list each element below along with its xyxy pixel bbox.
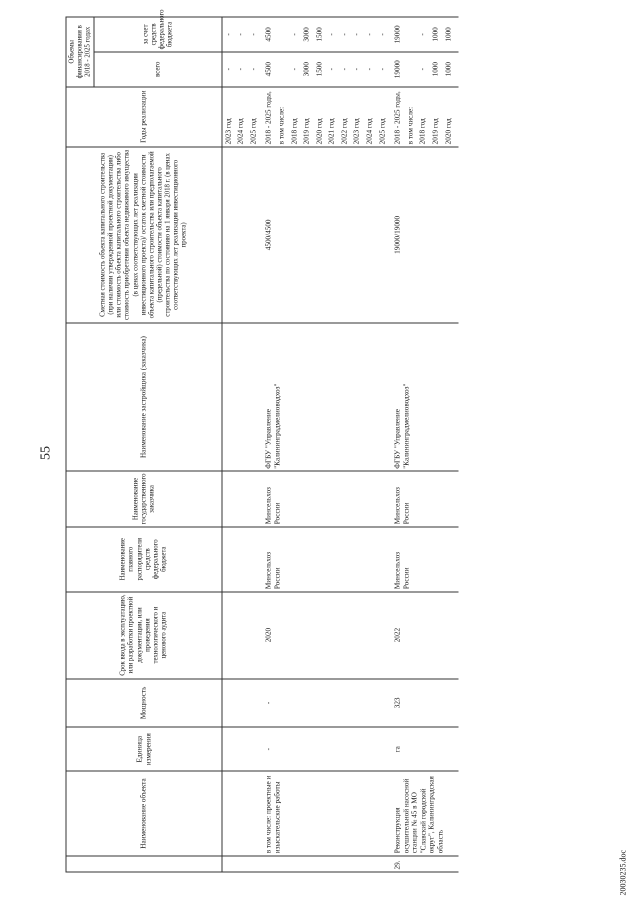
total-cell: - [223,67,232,70]
federal-cell: - [339,32,348,36]
year-cell: 2024 год [236,117,245,144]
year-cell: 2023 год [352,117,361,144]
year-cell: 2023 год [223,117,232,144]
unit-cell: га [392,727,458,771]
header-total: всего [94,51,222,86]
header-cost: Сметная стоимость объекта капитального строительства (при наличии утвержденной проектной документации) или стоимость объекта капитального строительства либо стоимость приобретения объекта недвижимого имущества (в ценах соответствующих лет реализации инвестиционного проекта)/ остаток сметной стоимости объекта капитального строительства или предполагаемой (предельной) стоимости объекта капитального строительства по состоянию на 1 января 2018 г. (в ценах соответствующих лет реализации инвестиционного проекта) [66,146,222,322]
total-cell: - [289,67,298,70]
total-cell: - [339,67,348,70]
header-financing: Объемы финансирования в 2018 - 2025 годах [66,17,94,87]
object-name: в том числе: проектные и изыскательские работы [263,771,392,856]
header-years: Годы реализации [66,86,222,146]
manager-cell: Минсельхоз России [392,526,458,591]
header-unit: Единица измерения [66,727,222,771]
total-cell: 4500 [264,61,273,76]
total-cell: - [327,67,336,70]
header-index [66,855,222,871]
federal-cell: 1500 [314,26,323,42]
year-cell: 2018 год [289,117,298,144]
total-cell: - [352,67,361,70]
federal-cell [406,19,419,49]
year-cell: 2020 год [314,117,323,144]
total-cell: - [377,67,386,70]
header-customer: Наименование государственного заказчика [66,471,222,527]
customer-cell: Минсельхоз России [263,471,392,527]
unit-cell: - [263,727,392,771]
federal-cell: - [327,32,336,36]
federal-cell: - [418,32,427,36]
year-cell: 2025 год [377,117,386,144]
federal-cell: 19000 [393,24,402,43]
federal-cell [277,19,290,49]
federal-cell: - [377,32,386,36]
header-name: Наименование объекта [66,771,222,856]
deadline-cell: 2020 [263,591,392,678]
total-cell [406,54,419,84]
total-cell: 1000 [443,61,452,76]
page-number: 55 [38,445,53,460]
table-row [392,17,458,872]
year-cell: в том числе: [276,106,285,144]
federal-cell: 1000 [431,26,440,42]
customer-cell: Минсельхоз России [392,471,458,527]
header-capacity: Мощность [66,678,222,727]
developer-cell: ФГБУ "Управление "Калининградмелиоводхоз" [263,322,392,470]
year-cell: 2019 год [431,117,440,144]
header-federal: за счет средств федерального бюджета [94,17,222,52]
year-cell: 2018 год [418,117,427,144]
header-manager: Наименование главного распорядителя средств федерального бюджета [66,526,222,591]
capacity-cell: 323 [392,678,458,727]
header-deadline: Срок ввода в эксплуатацию, или разработки проектной документации, или проведения технологического и ценового аудита [66,591,222,678]
total-cell: 3000 [302,61,311,76]
developer-cell: ФГБУ "Управление "Калининградмелиоводхоз" [392,322,458,470]
manager-cell: Минсельхоз России [263,526,392,591]
cost-cell: 4500/4500 [263,146,392,322]
table-row [263,17,392,872]
year-cell: в том числе: [405,106,414,144]
total-cell: 1500 [314,61,323,76]
total-cell: 19000 [393,59,402,78]
federal-cell: - [236,32,245,36]
federal-cell: - [352,32,361,36]
total-cell: - [248,67,257,70]
capacity-cell: - [263,678,392,727]
total-cell: 1000 [431,61,440,76]
total-cell: - [418,67,427,70]
federal-cell: - [248,32,257,36]
total-cell [277,54,290,84]
footer-doc-name: 20030235.doc [618,849,627,895]
deadline-cell: 2022 [392,591,458,678]
federal-cell: - [365,32,374,36]
federal-cell: - [289,32,298,36]
header-developer: Наименование застройщика (заказчика) [66,322,222,470]
year-cell: 2022 год [339,117,348,144]
year-cell: 2021 год [327,117,336,144]
investment-table [65,9,458,872]
year-cell: 2018 - 2025 годы, [264,90,273,144]
row-index: 29. [392,855,458,871]
table-row [222,17,263,872]
federal-cell: - [223,32,232,36]
federal-cell: 1000 [443,26,452,42]
cost-cell: 19000/19000 [392,146,458,322]
year-cell: 2024 год [365,117,374,144]
year-cell: 2018 - 2025 годы, [393,90,402,144]
total-cell: - [365,67,374,70]
total-cell: - [236,67,245,70]
year-cell: 2025 год [248,117,257,144]
year-cell: 2019 год [302,117,311,144]
year-cell: 2020 год [443,117,452,144]
federal-cell: 3000 [302,26,311,42]
federal-cell: 4500 [264,26,273,42]
object-name: Реконструкция осушительной насосной станции № 45 в МО "Славский городской округ", Калининградская область [392,771,458,856]
